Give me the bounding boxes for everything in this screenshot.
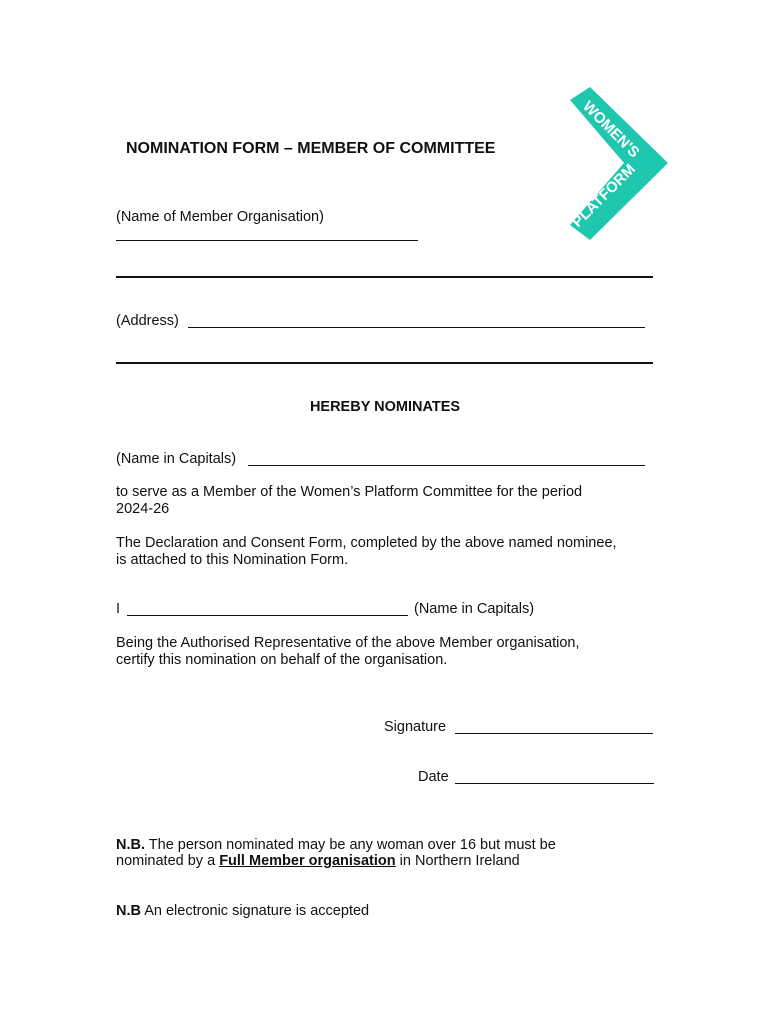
declaration-text-line2: is attached to this Nomination Form. <box>116 552 349 568</box>
authorisation-text-line2: certify this nomination on behalf of the organisation. <box>116 652 448 668</box>
signature-line[interactable] <box>455 733 653 734</box>
note-1-text-a: The person nominated may be any woman over 16 but must be <box>148 837 556 853</box>
page-title: NOMINATION FORM – MEMBER OF COMMITTEE <box>126 140 496 157</box>
address-line[interactable] <box>188 327 645 328</box>
note-1-text-b: nominated by a <box>116 853 216 869</box>
hereby-nominates-heading: HEREBY NOMINATES <box>309 399 461 415</box>
org-name-line-2[interactable] <box>116 276 653 278</box>
authorisation-text-line1: Being the Authorised Representative of the above Member organisation, <box>116 635 580 651</box>
logo-text-womens: WOMEN'S <box>579 97 643 162</box>
note-2 <box>116 902 369 920</box>
nominee-name-label: (Name in Capitals) <box>116 451 237 467</box>
address-line-2[interactable] <box>116 362 653 364</box>
representative-i-label: I <box>116 601 121 617</box>
address-label: (Address) <box>116 313 179 329</box>
note-1-prefix: N.B. <box>116 837 145 853</box>
womens-platform-logo <box>560 85 670 240</box>
note-1-line2 <box>116 852 520 870</box>
signature-label: Signature <box>384 719 447 735</box>
period-text-line2: 2024-26 <box>116 501 170 517</box>
declaration-text-line1: The Declaration and Consent Form, completed by the above named nominee, <box>116 535 617 551</box>
note-2-prefix: N.B <box>116 903 141 919</box>
nominee-name-line[interactable] <box>248 465 645 466</box>
representative-name-line[interactable] <box>127 615 408 616</box>
org-name-label: (Name of Member Organisation) <box>116 209 324 225</box>
date-label: Date <box>418 769 449 785</box>
full-member-emphasis: Full Member organisation <box>219 853 396 869</box>
org-name-line[interactable] <box>116 240 418 241</box>
period-text-line1: to serve as a Member of the Women’s Platform Committee for the period <box>116 484 583 500</box>
note-1-text-c: in Northern Ireland <box>399 853 520 869</box>
date-line[interactable] <box>455 783 654 784</box>
logo-text-platform: PLATFORM <box>568 160 639 231</box>
note-2-text: An electronic signature is accepted <box>144 903 370 919</box>
representative-name-label: (Name in Capitals) <box>414 601 535 617</box>
